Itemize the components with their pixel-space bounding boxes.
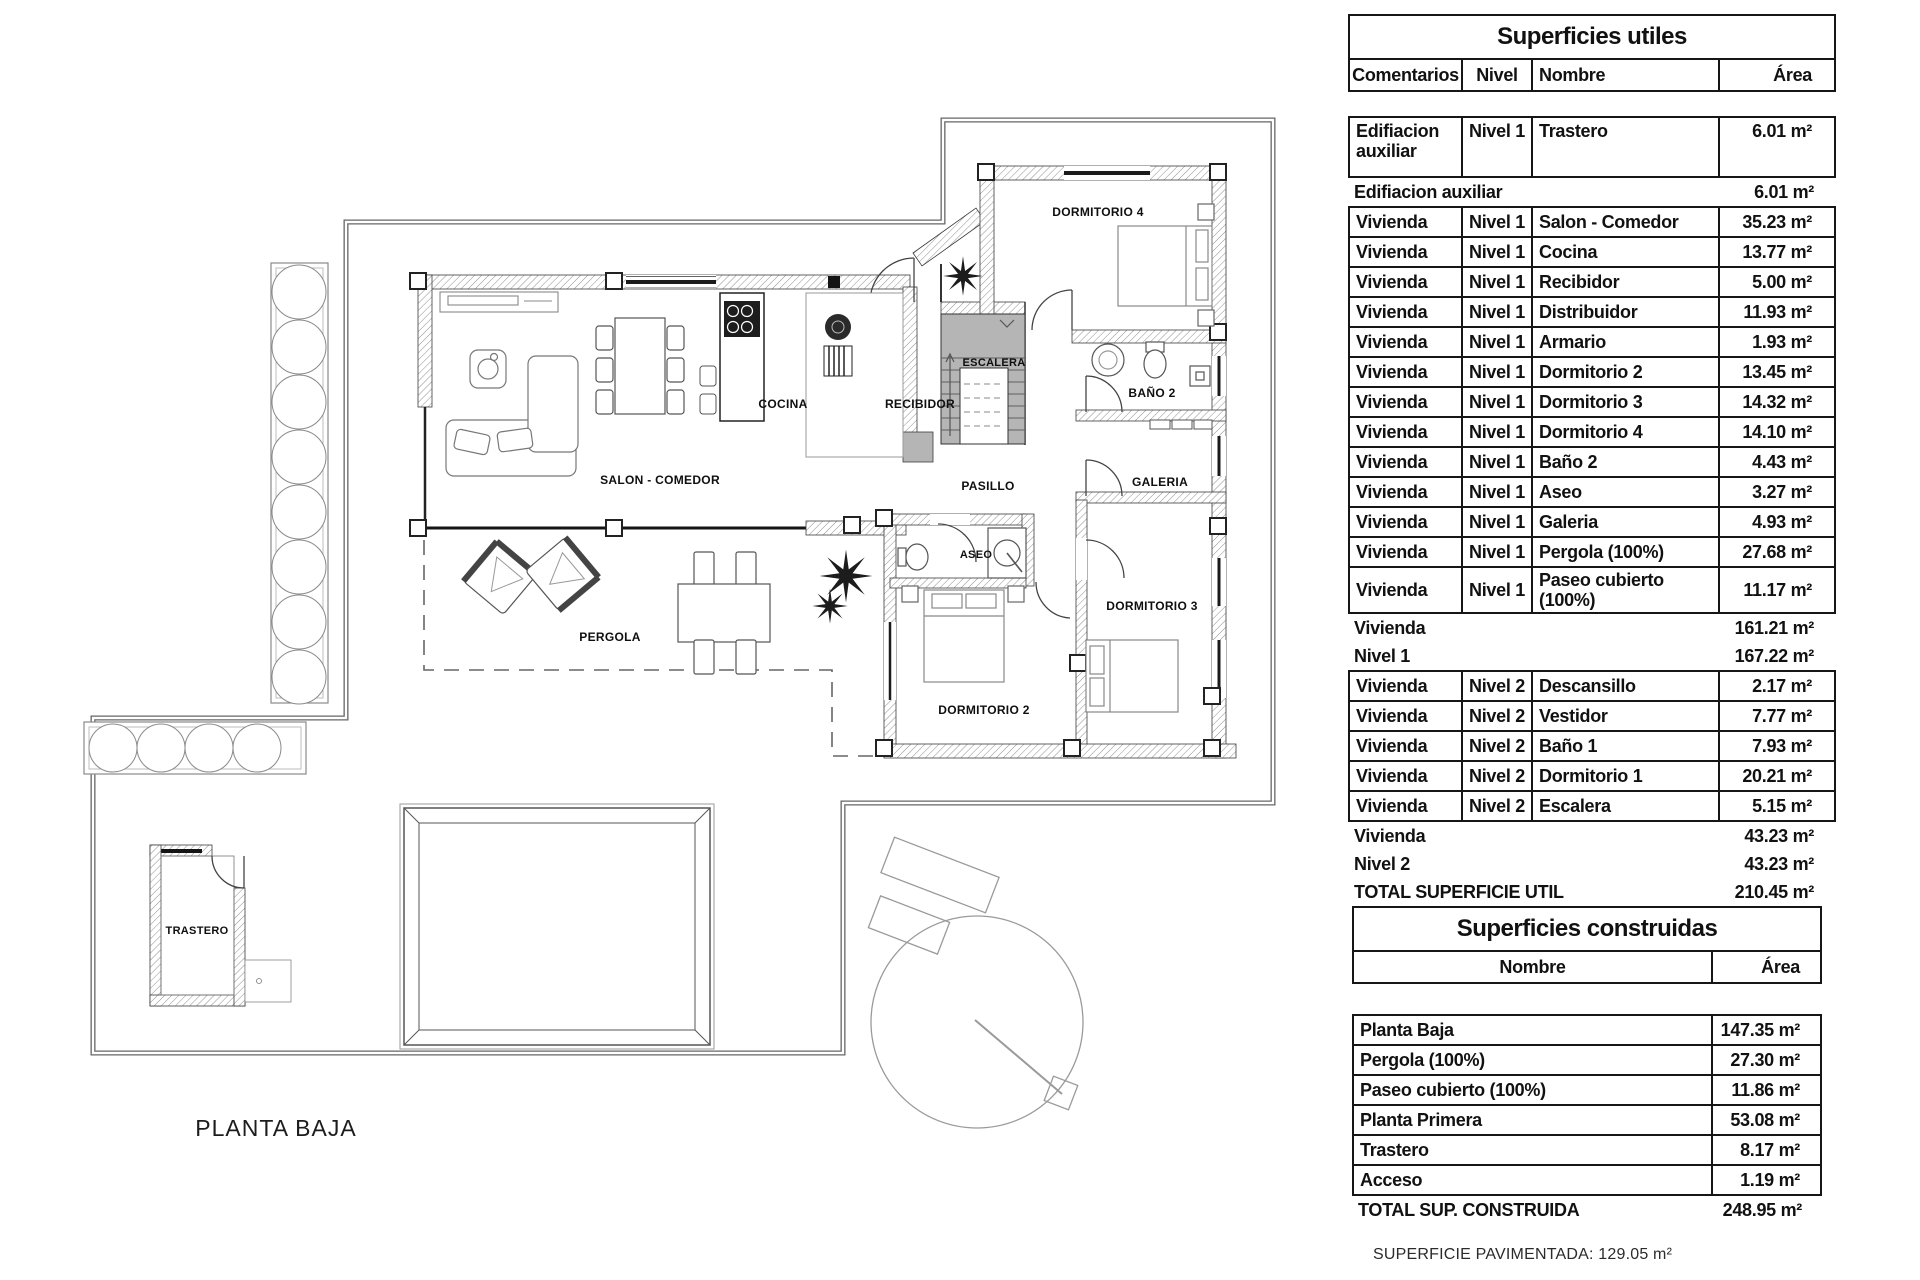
table-cell: Vivienda (1356, 481, 1428, 502)
table-cell: Recibidor (1531, 268, 1718, 296)
summary-label: Nivel 2 (1354, 854, 1410, 875)
table-cell: 6.01 m² (1718, 118, 1834, 176)
column-header: Área (1711, 952, 1820, 982)
summary-value: 248.95 m² (1722, 1199, 1802, 1220)
table-title: Superficies utiles (1350, 16, 1834, 60)
table-row (1350, 386, 1834, 416)
table-cell: Vivienda (1356, 451, 1428, 472)
summary-label: TOTAL SUP. CONSTRUIDA (1358, 1199, 1580, 1220)
table-cell: Pergola (100%) (1360, 1049, 1485, 1070)
table-cell: Nivel 2 (1461, 702, 1531, 730)
table-cell: Nivel 2 (1461, 672, 1531, 700)
table-row (1350, 760, 1834, 790)
room-label-dormitorio4: DORMITORIO 4 (1052, 205, 1144, 219)
table-cell: Nivel 1 (1461, 388, 1531, 416)
superficies-utiles-table (1348, 14, 1836, 906)
palm-plant-icon (812, 588, 847, 623)
summary-label: Vivienda (1354, 618, 1426, 639)
room-label-salon: SALON - COMEDOR (600, 473, 720, 487)
table-cell: Vivienda (1356, 391, 1428, 412)
room-label-trastero: TRASTERO (165, 925, 229, 937)
table-cell: Cocina (1531, 238, 1718, 266)
palm-plant-icon (943, 256, 983, 296)
table-cell: 1.93 m² (1718, 328, 1834, 356)
table-cell: Vestidor (1531, 702, 1718, 730)
kitchen-island-icon (700, 293, 764, 421)
table-group (1348, 116, 1836, 178)
table-row (1350, 356, 1834, 386)
table-row (1350, 790, 1834, 820)
table-summary-group (1348, 178, 1836, 206)
column-header: Nivel (1461, 60, 1531, 90)
table-cell: 7.77 m² (1718, 702, 1834, 730)
table-body (1348, 116, 1836, 906)
room-label-dormitorio3: DORMITORIO 3 (1106, 599, 1198, 613)
round-terrace-icon (868, 837, 1083, 1128)
summary-label: TOTAL SUPERFICIE UTIL (1354, 882, 1564, 903)
summary-value: 43.23 m² (1744, 826, 1814, 847)
table-cell: Nivel 1 (1461, 448, 1531, 476)
floor-lamp-icon (470, 350, 506, 388)
pergola-chair-icon (463, 541, 536, 614)
table-title: Superficies construidas (1354, 908, 1820, 952)
column-header: Nombre (1531, 60, 1718, 90)
table-cell: Vivienda (1356, 676, 1428, 697)
table-group (1348, 670, 1836, 822)
summary-value: 43.23 m² (1744, 854, 1814, 875)
table-cell: Nivel 1 (1461, 208, 1531, 236)
table-cell: Vivienda (1356, 580, 1428, 601)
table-row (1350, 672, 1834, 700)
table-cell: Dormitorio 4 (1531, 418, 1718, 446)
pool (400, 804, 714, 1049)
table-cell: 35.23 m² (1718, 208, 1834, 236)
table-cell: Nivel 1 (1461, 238, 1531, 266)
table-cell: Nivel 1 (1461, 268, 1531, 296)
table-cell: 11.17 m² (1718, 568, 1834, 612)
table-cell: Dormitorio 1 (1531, 762, 1718, 790)
table-cell: Escalera (1531, 792, 1718, 820)
table-cell: Nivel 1 (1461, 568, 1531, 612)
table-cell: Nivel 1 (1461, 118, 1531, 176)
table-row (1350, 536, 1834, 566)
bed-dormitorio3-icon (1086, 640, 1178, 712)
table-row (1350, 236, 1834, 266)
table-cell: Dormitorio 2 (1531, 358, 1718, 386)
table-cell: Vivienda (1356, 271, 1428, 292)
summary-label: Nivel 1 (1354, 646, 1410, 667)
table-cell: Descansillo (1531, 672, 1718, 700)
tree-row-horizontal (84, 722, 306, 774)
table-cell: 13.45 m² (1718, 358, 1834, 386)
table-cell: 7.93 m² (1718, 732, 1834, 760)
room-label-cocina: COCINA (758, 397, 808, 411)
paved-surface-note: SUPERFICIE PAVIMENTADA: 129.05 m² (1373, 1246, 1673, 1263)
table-row (1354, 1074, 1820, 1104)
table-row (1348, 850, 1836, 878)
room-label-aseo: ASEO (959, 549, 993, 561)
table-row (1348, 822, 1836, 850)
column-header: Área (1718, 60, 1834, 90)
table-cell: Vivienda (1356, 511, 1428, 532)
table-row (1350, 566, 1834, 612)
table-cell: Planta Primera (1360, 1109, 1482, 1130)
tv-console-icon (440, 292, 558, 312)
table-cell: Vivienda (1356, 361, 1428, 382)
table-summary-group (1348, 614, 1836, 670)
table-cell: Dormitorio 3 (1531, 388, 1718, 416)
sofa-icon (446, 356, 578, 476)
table-cell: Vivienda (1356, 241, 1428, 262)
summary-value: 210.45 m² (1734, 882, 1814, 903)
table-cell: 2.17 m² (1718, 672, 1834, 700)
summary-value: 6.01 m² (1754, 181, 1814, 202)
table-row (1348, 614, 1836, 642)
table-cell: Vivienda (1356, 331, 1428, 352)
pergola-chair-icon (525, 537, 598, 610)
table-summary-group (1352, 1196, 1822, 1224)
table-cell: Planta Baja (1360, 1019, 1454, 1040)
table-cell: Vivienda (1356, 706, 1428, 727)
table-cell: 3.27 m² (1718, 478, 1834, 506)
table-group (1352, 1014, 1822, 1196)
table-row (1354, 1104, 1820, 1134)
summary-value: 167.22 m² (1734, 646, 1814, 667)
table-row (1354, 1164, 1820, 1194)
summary-label: Edifiacion auxiliar (1354, 181, 1503, 202)
table-cell: Nivel 2 (1461, 792, 1531, 820)
table-body (1352, 1014, 1822, 1224)
table-cell: Trastero (1360, 1139, 1429, 1160)
table-row (1350, 326, 1834, 356)
table-cell: Vivienda (1356, 541, 1428, 562)
stairs-icon (941, 314, 1025, 444)
table-cell: Acceso (1360, 1169, 1423, 1190)
table-header-row (1350, 60, 1834, 90)
table-row (1350, 446, 1834, 476)
table-cell: Salon - Comedor (1531, 208, 1718, 236)
column-header: Comentarios (1352, 64, 1459, 85)
room-label-galeria: GALERIA (1131, 475, 1189, 489)
galeria-appliances-icon (1150, 420, 1212, 429)
table-cell: 11.93 m² (1718, 298, 1834, 326)
table-cell: 147.35 m² (1711, 1016, 1820, 1044)
table-row (1350, 118, 1834, 176)
table-cell: Baño 1 (1531, 732, 1718, 760)
room-label-escalera: ESCALERA (962, 357, 1026, 369)
table-cell: Nivel 1 (1461, 508, 1531, 536)
table-summary-group (1348, 822, 1836, 906)
room-label-recibidor: RECIBIDOR (884, 397, 956, 411)
table-cell: Nivel 1 (1461, 328, 1531, 356)
table-cell: Nivel 1 (1461, 298, 1531, 326)
room-label-dormitorio2: DORMITORIO 2 (938, 703, 1030, 717)
table-row (1350, 700, 1834, 730)
table-head (1348, 14, 1836, 92)
table-cell: Nivel 1 (1461, 418, 1531, 446)
table-row (1350, 296, 1834, 326)
table-cell: Trastero (1531, 118, 1718, 176)
table-cell: 27.68 m² (1718, 538, 1834, 566)
table-cell: 14.10 m² (1718, 418, 1834, 446)
table-row (1354, 1044, 1820, 1074)
room-label-bano2: BAÑO 2 (1128, 386, 1176, 400)
table-cell: 53.08 m² (1711, 1106, 1820, 1134)
table-cell: Vivienda (1356, 421, 1428, 442)
table-row (1350, 266, 1834, 296)
column-header: Nombre (1499, 956, 1566, 977)
table-row (1348, 642, 1836, 670)
room-label-pasillo: PASILLO (961, 479, 1015, 493)
plan-title: PLANTA BAJA (195, 1115, 357, 1141)
table-row (1348, 178, 1836, 206)
table-cell: Nivel 1 (1461, 538, 1531, 566)
table-cell: 1.19 m² (1711, 1166, 1820, 1194)
table-cell: Distribuidor (1531, 298, 1718, 326)
table-cell: 14.32 m² (1718, 388, 1834, 416)
summary-label: Vivienda (1354, 826, 1426, 847)
table-row (1350, 476, 1834, 506)
table-cell: 13.77 m² (1718, 238, 1834, 266)
table-cell: 8.17 m² (1711, 1136, 1820, 1164)
table-header-row (1354, 952, 1820, 982)
table-cell: Vivienda (1356, 301, 1428, 322)
bed-dormitorio2-icon (902, 586, 1024, 682)
table-cell: 27.30 m² (1711, 1046, 1820, 1074)
table-cell: Galeria (1531, 508, 1718, 536)
summary-value: 161.21 m² (1734, 618, 1814, 639)
dining-table-icon (596, 318, 684, 414)
table-cell: Paseo cubierto (100%) (1531, 568, 1718, 612)
table-row (1350, 506, 1834, 536)
table-cell: 4.93 m² (1718, 508, 1834, 536)
table-group (1348, 206, 1836, 614)
table-cell: Nivel 2 (1461, 732, 1531, 760)
table-cell: Nivel 1 (1461, 358, 1531, 386)
bathroom2-fixtures-icon (1092, 342, 1210, 386)
table-head (1352, 906, 1822, 984)
table-cell: Vivienda (1356, 211, 1428, 232)
table-cell: Aseo (1531, 478, 1718, 506)
table-cell: Baño 2 (1531, 448, 1718, 476)
table-row (1350, 208, 1834, 236)
table-cell: Vivienda (1356, 796, 1428, 817)
table-cell: Armario (1531, 328, 1718, 356)
table-cell: Pergola (100%) (1531, 538, 1718, 566)
bed-dormitorio4-icon (1118, 204, 1214, 326)
table-cell: 5.15 m² (1718, 792, 1834, 820)
table-cell: Nivel 2 (1461, 762, 1531, 790)
table-row (1350, 730, 1834, 760)
table-row (1354, 1016, 1820, 1044)
table-row (1352, 1196, 1822, 1224)
superficies-construidas-table (1352, 906, 1822, 1224)
table-cell: Nivel 1 (1461, 478, 1531, 506)
kitchen-counter-icon (806, 293, 903, 457)
room-label-pergola: PERGOLA (579, 630, 641, 644)
table-row (1354, 1134, 1820, 1164)
table-cell: Vivienda (1356, 766, 1428, 787)
table-cell: 11.86 m² (1711, 1076, 1820, 1104)
table-cell: Edifiacion auxiliar (1356, 121, 1440, 162)
table-cell: Paseo cubierto (100%) (1360, 1079, 1546, 1100)
table-cell: 5.00 m² (1718, 268, 1834, 296)
table-row (1350, 416, 1834, 446)
table-cell: 4.43 m² (1718, 448, 1834, 476)
table-cell: 20.21 m² (1718, 762, 1834, 790)
table-row (1348, 878, 1836, 906)
tree-row-vertical (271, 263, 328, 704)
palm-plant-icon (820, 550, 873, 603)
table-cell: Vivienda (1356, 736, 1428, 757)
pergola-table-icon (678, 552, 770, 674)
